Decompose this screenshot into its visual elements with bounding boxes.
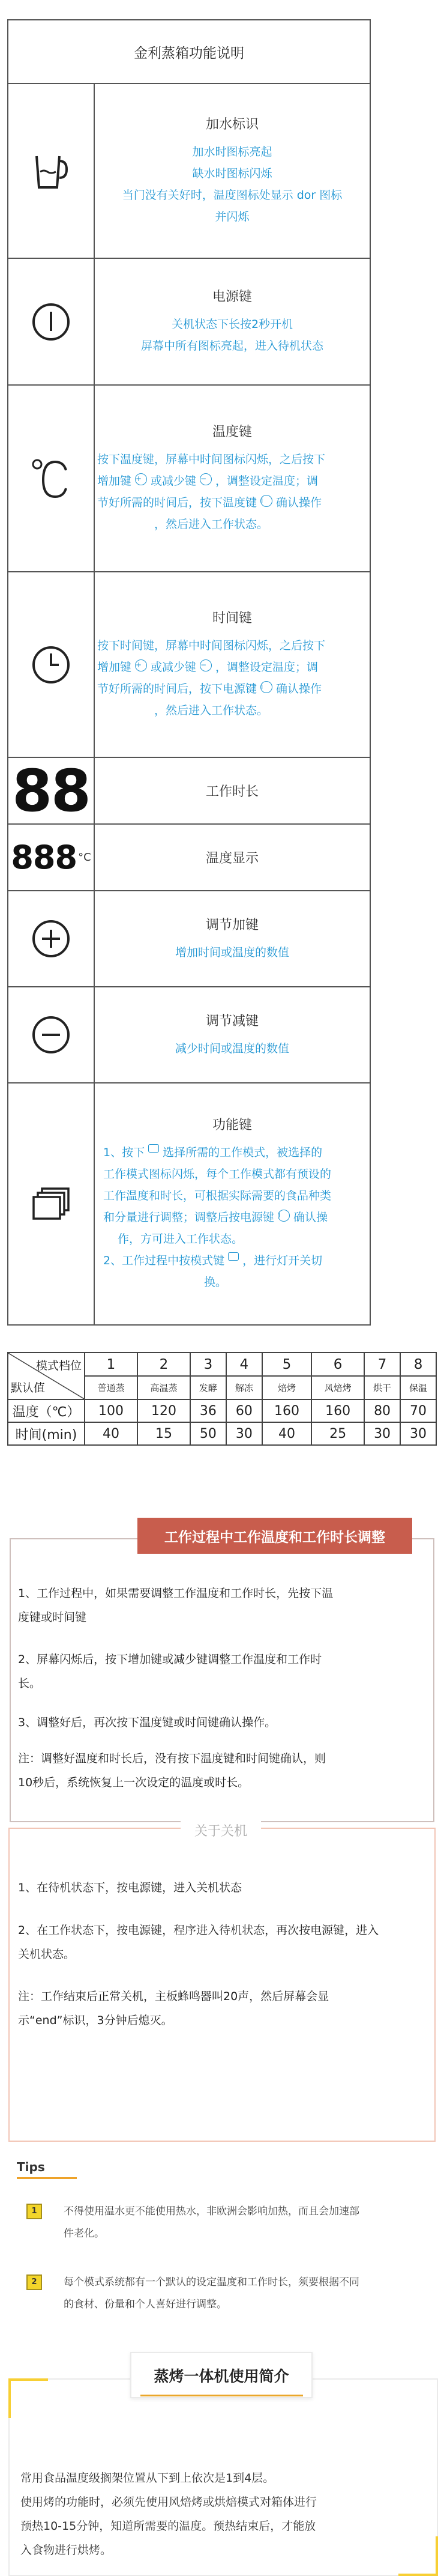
intro-section-title: 蒸烤一体机使用简介 [130, 2352, 313, 2398]
function-name: 温度显示 [205, 851, 259, 866]
mode-name: 风焙烤 [311, 1376, 364, 1399]
intro-underline [140, 2395, 303, 2396]
tip-text: 每个模式系统都有一个默认的设定温度和工作时长，须要根据不同 的食材、份量和个人喜好进行调整。 [64, 2276, 359, 2311]
function-row-time [8, 572, 370, 758]
segment-display-888: 888 °C [8, 825, 95, 890]
corner-decoration [398, 2574, 438, 2576]
tip-number-badge: 1 [26, 2204, 42, 2219]
time-value: 15 [137, 1422, 190, 1445]
adjust-section-title: 工作过程中工作温度和工作时长调整 [137, 1518, 412, 1554]
mode-symbol-icon [148, 1144, 159, 1153]
mode-name: 焙烤 [262, 1376, 311, 1399]
time-label: 时间(min) [8, 1422, 85, 1445]
mode-name: 发酵 [190, 1376, 226, 1399]
time-value: 30 [364, 1422, 400, 1445]
tips-underline [17, 2177, 77, 2179]
function-name: 工作时长 [205, 784, 259, 799]
function-row-plus [8, 891, 370, 987]
mode-name: 高温蒸 [137, 1376, 190, 1399]
function-name: 调节减键 [205, 1013, 259, 1029]
temp-value: 100 [85, 1399, 137, 1422]
temp-value: 80 [364, 1399, 400, 1422]
time-value: 40 [85, 1422, 137, 1445]
function-table [7, 19, 371, 1326]
function-name: 调节加键 [205, 917, 259, 933]
function-row-temp-display [8, 825, 370, 891]
mode-number: 6 [311, 1353, 364, 1376]
function-name: 加水标识 [205, 117, 259, 132]
function-desc: 按下温度键，屏幕中时间图标闪烁，之后按下 增加键 + 或减少键 − ，调整设定温度；调 节好所需的时间后，按下温度键 i 确认操作 ，然后进入工作状态。 [97, 453, 326, 531]
tips-label: Tips [17, 2160, 45, 2174]
mode-name: 普通蒸 [85, 1376, 137, 1399]
power-symbol-icon: i [278, 1210, 290, 1222]
function-name: 时间键 [212, 611, 252, 626]
function-desc: 关机状态下长按2秒开机 屏幕中所有图标亮起，进入待机状态 [140, 318, 323, 353]
mode-number: 2 [137, 1353, 190, 1376]
shutdown-section-title: 关于关机 [181, 1821, 261, 1840]
shutdown-section-box: 1、在待机状态下，按电源键，进入关机状态 2、在工作状态下，按电源键，程序进入待机状态，再次按电源键，进入 关机状态。 注：工作结束后正常关机，主板蜂鸣器叫20声，然后屏幕会显 示“end”标识，3分钟后熄灭。 [8, 1828, 436, 2142]
corner-decoration [436, 2536, 438, 2576]
temp-value: 70 [400, 1399, 436, 1422]
water-cup-icon [8, 84, 95, 258]
mode-number: 7 [364, 1353, 400, 1376]
temp-value: 36 [190, 1399, 226, 1422]
power-icon [8, 259, 95, 384]
mode-symbol-icon [228, 1252, 239, 1261]
function-row-work-duration [8, 758, 370, 825]
power-symbol-icon: i [260, 681, 272, 693]
function-row-minus [8, 987, 370, 1083]
temp-value: 120 [137, 1399, 190, 1422]
function-key-icon [8, 1083, 95, 1324]
function-desc: 增加时间或温度的数值 [175, 945, 289, 959]
mode-table [7, 1352, 437, 1446]
segment-display-88: 88 [8, 758, 95, 823]
mode-number: 8 [400, 1353, 436, 1376]
function-name: 电源键 [212, 289, 252, 305]
minus-symbol-icon: − [200, 659, 212, 671]
time-value: 30 [226, 1422, 262, 1445]
mode-table-corner: 模式档位 默认值 [8, 1353, 85, 1399]
plus-circle-icon [8, 891, 95, 986]
corner-decoration [8, 2378, 11, 2418]
mode-name: 保温 [400, 1376, 436, 1399]
function-row-temperature [8, 386, 370, 572]
time-value: 50 [190, 1422, 226, 1445]
mode-number: 5 [262, 1353, 311, 1376]
mode-name: 烘干 [364, 1376, 400, 1399]
clock-icon [8, 572, 95, 757]
mode-number: 4 [226, 1353, 262, 1376]
function-desc: 减少时间或温度的数值 [175, 1041, 289, 1055]
plus-symbol-icon: + [135, 659, 147, 671]
plus-symbol-icon: + [135, 473, 147, 485]
temp-value: 60 [226, 1399, 262, 1422]
function-name: 温度键 [212, 425, 252, 440]
mode-number: 3 [190, 1353, 226, 1376]
time-value: 30 [400, 1422, 436, 1445]
minus-circle-icon [8, 987, 95, 1082]
adjust-section-box: 1、工作过程中，如果需要调整工作温度和工作时长，先按下温 度键或时间键 2、屏幕闪烁后，按下增加键或减少键调整工作温度和工作时 长。 3、调整好后，再次按下温度键或时间键确认操作。 注：调整好温度和时长后，没有按下温度键和时间键确认，则 10秒后，系统恢复上一次设定的温度或时长。 [10, 1538, 434, 1822]
function-desc: 加水时图标亮起 缺水时图标闪烁 当门没有关好时，温度图标处显示 dor 图标 并闪烁 [122, 145, 343, 223]
corner-decoration [8, 2378, 48, 2381]
function-desc: 按下时间键，屏幕中时间图标闪烁，之后按下 增加键 + 或减少键 − ，调整设定温度；调 节好所需的时间后，按下电源键 i 确认操作 ，然后进入工作状态。 [97, 639, 326, 717]
doc-title: 金利蒸箱功能说明 [8, 20, 370, 84]
time-value: 40 [262, 1422, 311, 1445]
function-row-power [8, 259, 370, 386]
mode-name: 解冻 [226, 1376, 262, 1399]
tip-text: 不得使用温水更不能使用热水，非欧洲会影响加热，而且会加速部 件老化。 [64, 2205, 359, 2240]
mode-number: 1 [85, 1353, 137, 1376]
function-row-water [8, 84, 370, 259]
celsius-icon [8, 386, 95, 571]
time-value: 25 [311, 1422, 364, 1445]
minus-symbol-icon: − [200, 473, 212, 485]
tip-number-badge: 2 [26, 2274, 42, 2290]
function-desc: 1、按下 选择所需的工作模式，被选择的 工作模式图标闪烁，每个工作模式都有预设的 工作温度和时长，可根据实际需要的食品种类 和分量进行调整；调整后按电源键 i 确认操 作，方可进入工作状态。 2、工作过程中按模式键 ，进行灯开关切 换。 [100, 1142, 331, 1293]
function-row-function-key [8, 1083, 370, 1324]
function-name: 功能键 [212, 1118, 252, 1133]
temp-label: 温度（℃） [8, 1399, 85, 1422]
power-symbol-icon: i [260, 495, 272, 507]
intro-section-box: 常用食品温度级搁架位置从下到上依次是1到4层。 使用烤的功能时，必须先使用风焙烤或烘焙模式对箱体进行 预热10-15分钟，知道所需要的温度。预热结束后，才能放 入食物进行烘烤。 [8, 2378, 438, 2576]
temp-value: 160 [311, 1399, 364, 1422]
temp-value: 160 [262, 1399, 311, 1422]
